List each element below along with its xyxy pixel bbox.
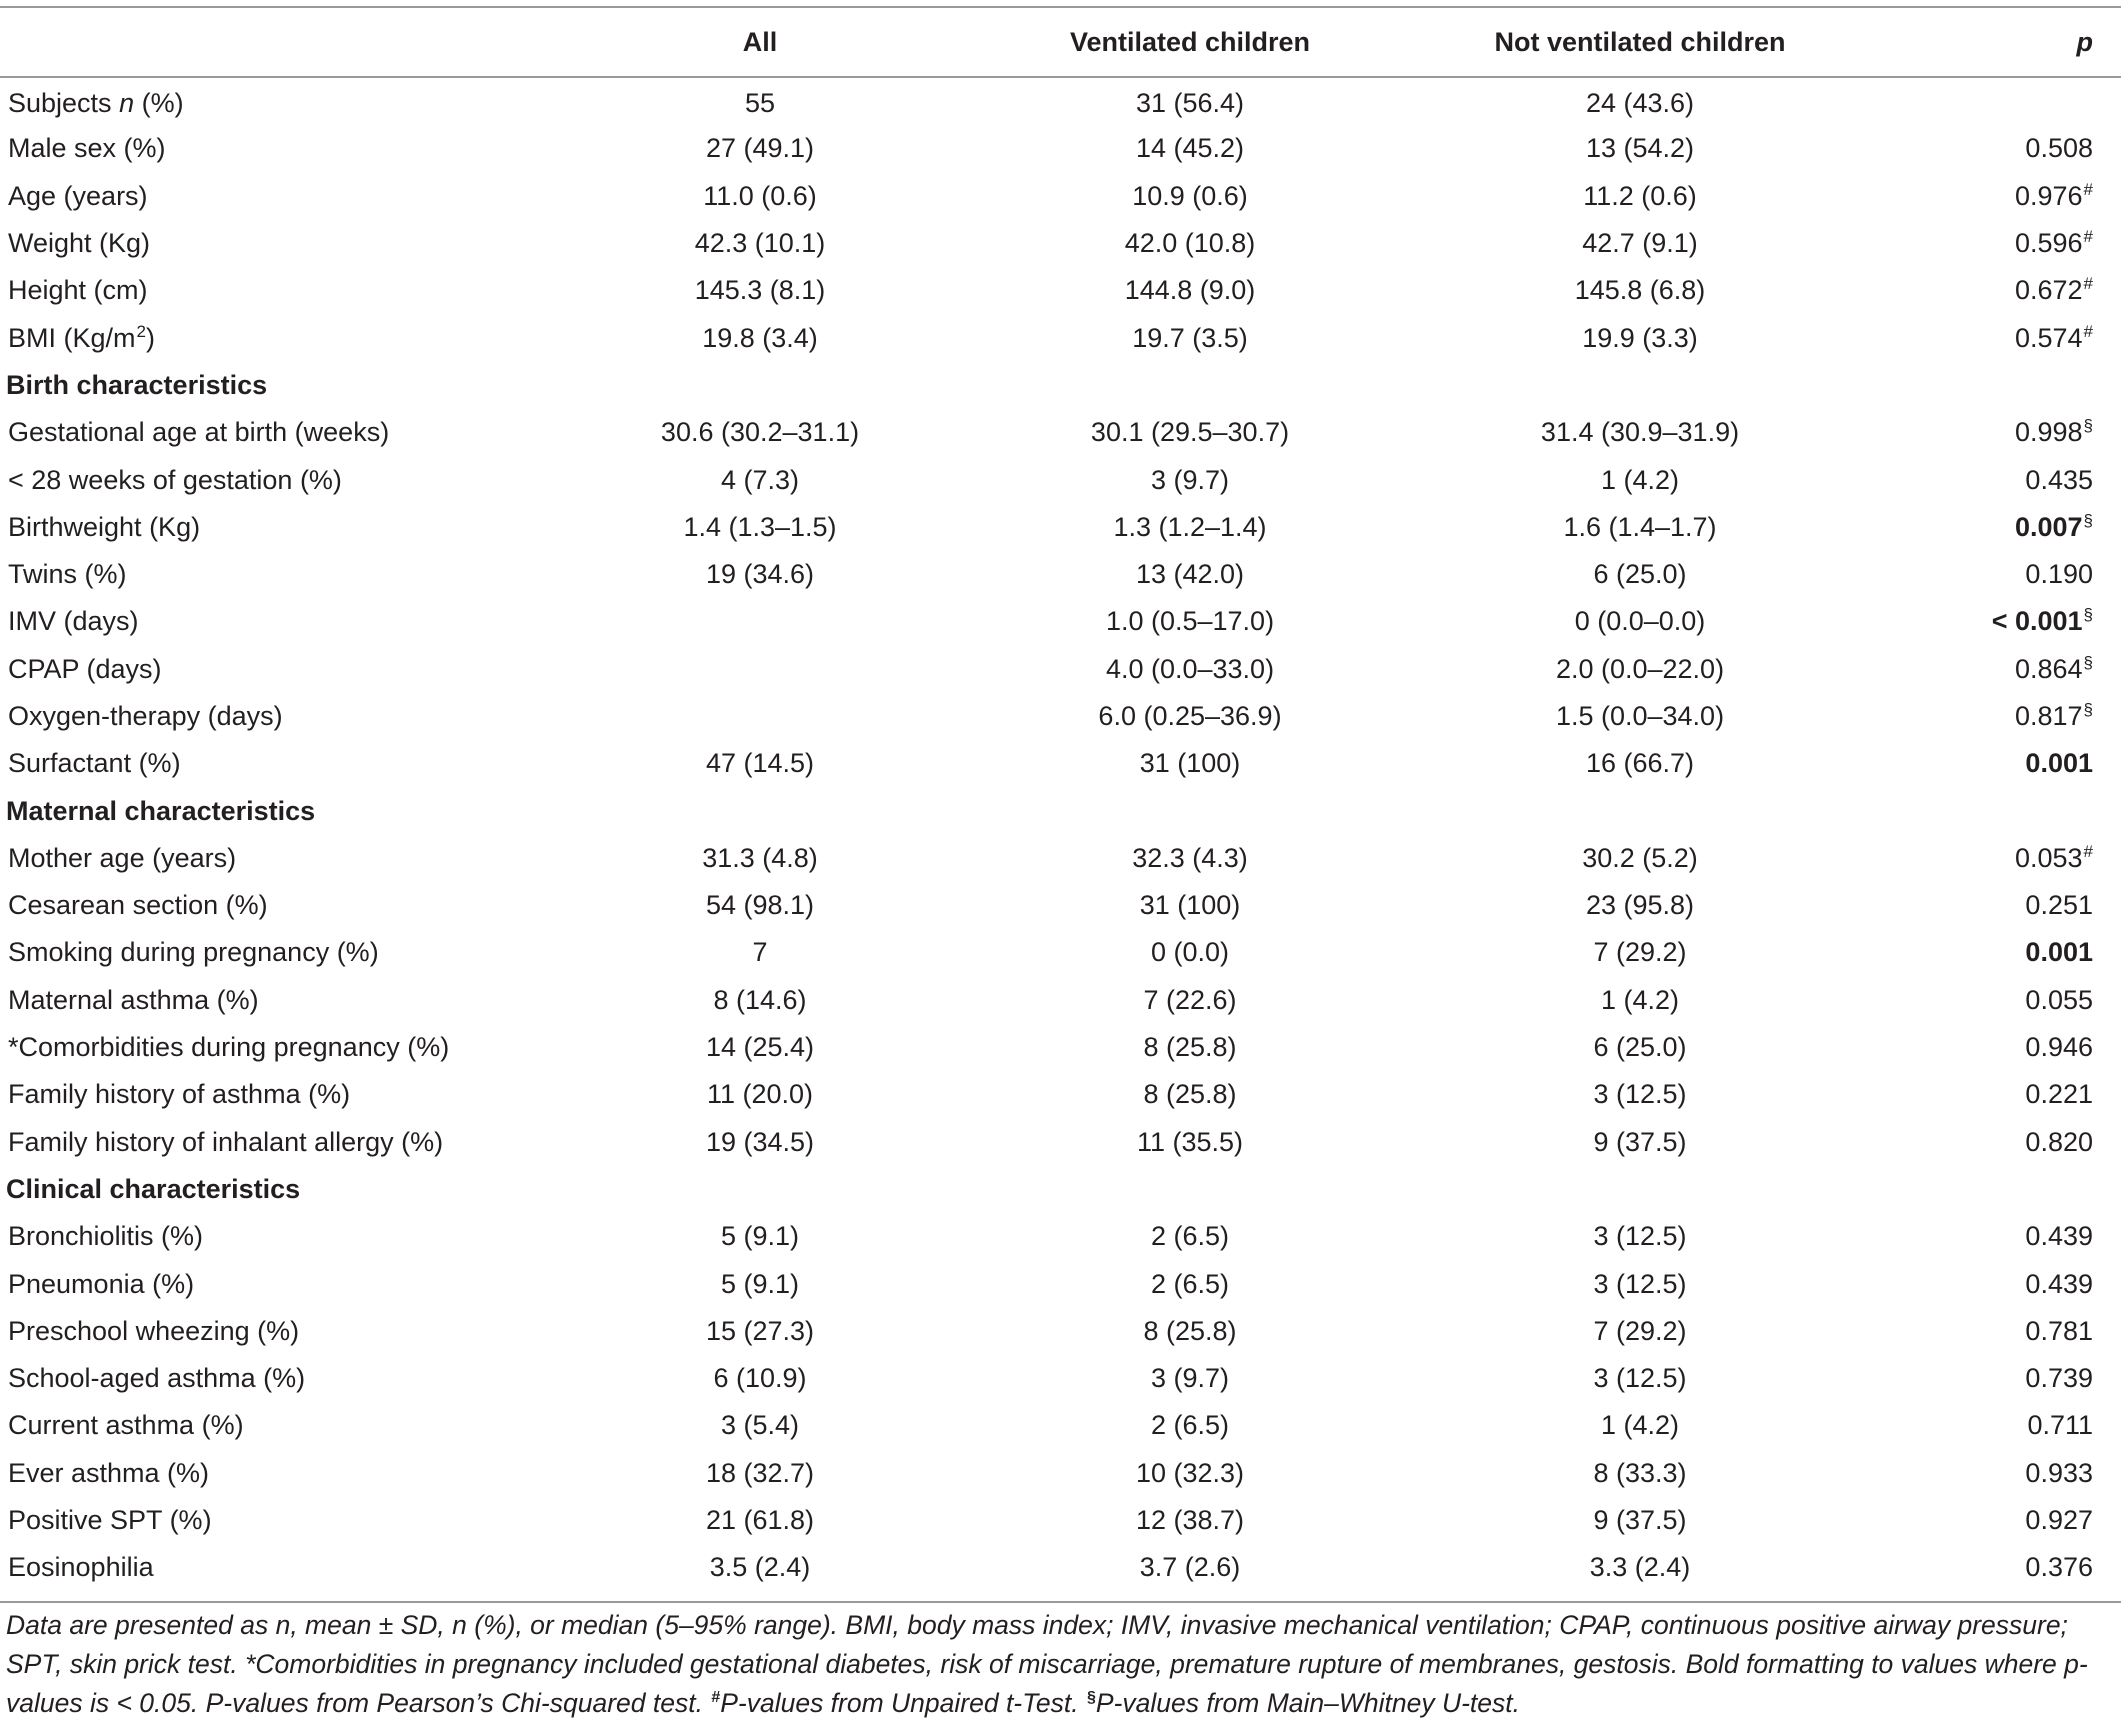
cell-p-value [1820,125,2121,172]
row-label-text: BMI (Kg/m [8,322,136,353]
cell-p-value [1820,1119,2121,1166]
row-label [0,740,600,787]
header-p-value: p [2076,26,2093,57]
cell-all: 27 (49.1) [705,133,815,164]
cell-ventilated: 144.8 (9.0) [1124,275,1256,306]
table-row [0,977,2121,1024]
cell-p-value [1820,1450,2121,1497]
row-label [0,1544,600,1591]
row-label [0,1260,600,1307]
cell-p-value [1820,551,2121,598]
cell-all: 19 (34.6) [705,559,815,590]
cell-all: 30.6 (30.2–31.1) [660,417,860,448]
row-label [0,977,600,1024]
row-label-text: Birthweight (Kg) [8,511,201,542]
p-value-superscript: § [2083,605,2093,625]
p-value-text: 0.190 [2025,559,2093,590]
row-label [0,1308,600,1355]
table-row [0,125,2121,172]
row-label-text: Preschool wheezing (%) [8,1315,300,1346]
cell-p-value [1820,646,2121,693]
row-label-tail: (%) [134,88,184,119]
cell-ventilated: 2 (6.5) [1150,1410,1230,1441]
cell-not-ventilated: 23 (95.8) [1585,890,1695,921]
cell-not-ventilated: 0 (0.0–0.0) [1574,606,1706,637]
section-header-row [0,1166,2121,1213]
table-row [0,882,2121,929]
row-label [0,220,600,267]
cell-p-value [1820,314,2121,361]
cell-not-ventilated: 24 (43.6) [1585,88,1695,119]
cell-not-ventilated: 30.2 (5.2) [1582,842,1698,873]
cell-all: 6 (10.9) [713,1363,807,1394]
cell-ventilated: 4.0 (0.0–33.0) [1105,653,1275,684]
cell-ventilated: 10 (32.3) [1135,1457,1245,1488]
p-value-text: 0.439 [2025,1221,2093,1252]
cell-ventilated: 31 (100) [1139,748,1241,779]
table-row [0,1402,2121,1449]
row-label [0,1024,600,1071]
row-label-tail: ) [145,322,155,353]
table-footnote [6,1606,2106,1723]
row-label [0,456,600,503]
row-label [0,693,600,740]
row-label [0,1355,600,1402]
cell-not-ventilated: 42.7 (9.1) [1582,228,1698,259]
cell-all: 19 (34.5) [705,1126,815,1157]
table-row [0,78,2121,125]
row-label-text: Positive SPT (%) [8,1505,212,1536]
p-value-text: 0.976 [2014,180,2083,211]
p-value-text: 0.672 [2014,275,2083,306]
cell-p-value [1820,220,2121,267]
table-body [0,78,2121,1592]
p-value-text: 0.998 [2014,417,2083,448]
cell-all: 145.3 (8.1) [694,275,826,306]
table-row [0,598,2121,645]
cell-all [600,693,920,740]
footnote-hash-marker: # [711,1689,721,1707]
cell-all: 15 (27.3) [705,1315,815,1346]
p-value-superscript: # [2083,321,2093,341]
cell-ventilated: 6.0 (0.25–36.9) [1098,701,1282,731]
row-label-text: Subjects [8,88,120,119]
table-row [0,835,2121,882]
p-value-text: 0.376 [2025,1552,2093,1583]
row-label-text: Family history of inhalant allergy (%) [8,1126,444,1157]
cell-not-ventilated: 3 (12.5) [1593,1079,1687,1110]
p-value-superscript: § [2083,700,2093,719]
row-label-superscript: 2 [136,321,146,341]
header-row [0,6,2121,78]
cell-not-ventilated: 11.2 (0.6) [1583,180,1697,211]
row-label-text: Ever asthma (%) [8,1457,210,1488]
header-all: All [742,26,778,57]
cell-not-ventilated: 9 (37.5) [1593,1126,1687,1157]
cell-not-ventilated: 1.6 (1.4–1.7) [1563,511,1717,542]
cell-all: 21 (61.8) [705,1505,815,1536]
p-value-text: 0.739 [2025,1363,2093,1394]
cell-ventilated: 42.0 (10.8) [1124,228,1256,259]
cell-all: 54 (98.1) [705,890,815,921]
p-value-text: 0.864 [2014,653,2083,684]
p-value-superscript: # [2083,179,2093,199]
row-label [0,409,600,456]
cell-not-ventilated: 19.9 (3.3) [1582,322,1698,353]
row-label-text: Gestational age at birth (weeks) [8,417,390,448]
row-label-text: *Comorbidities during pregnancy (%) [8,1032,450,1063]
cell-all: 47 (14.5) [705,748,815,779]
section-title: Birth characteristics [6,369,268,400]
row-label-text: Cesarean section (%) [8,890,268,921]
section-title: Maternal characteristics [6,795,316,826]
cell-p-value [1820,1544,2121,1591]
row-label-text: Eosinophilia [8,1552,154,1583]
cell-not-ventilated: 1.5 (0.0–34.0) [1555,701,1725,731]
row-label [0,882,600,929]
table-row [0,1024,2121,1071]
row-label [0,1450,600,1497]
cell-not-ventilated: 16 (66.7) [1585,748,1695,779]
cell-ventilated: 31 (56.4) [1135,88,1245,119]
row-label [0,267,600,314]
row-label-text: Height (cm) [8,275,148,306]
row-label-text: Weight (Kg) [8,228,151,259]
row-label [0,125,600,172]
table-row [0,173,2121,220]
table-row [0,646,2121,693]
section-header-row [0,787,2121,834]
row-label [0,551,600,598]
table-row [0,1260,2121,1307]
row-label [0,173,600,220]
row-label [0,314,600,361]
table-row [0,551,2121,598]
cell-all: 18 (32.7) [705,1457,815,1488]
cell-all [600,646,920,693]
cell-ventilated: 32.3 (4.3) [1132,842,1248,873]
cell-not-ventilated: 3.3 (2.4) [1589,1552,1691,1583]
p-value-superscript: # [2083,841,2093,861]
p-value-text: 0.946 [2025,1032,2093,1063]
p-value-superscript: § [2083,416,2093,436]
cell-p-value [1820,1024,2121,1071]
row-label-text: < 28 weeks of gestation (%) [8,464,342,495]
cell-ventilated: 31 (100) [1139,890,1241,921]
table-row [0,314,2121,361]
p-value-text: 0.001 [2025,748,2093,779]
row-label-text: Mother age (years) [8,842,237,873]
cell-ventilated: 8 (25.8) [1143,1032,1237,1063]
row-label [0,1213,600,1260]
table-row [0,1450,2121,1497]
table-row [0,693,2121,740]
table-row [0,1308,2121,1355]
cell-not-ventilated: 13 (54.2) [1585,133,1695,164]
cell-all: 1.4 (1.3–1.5) [683,511,837,542]
cell-not-ventilated: 7 (29.2) [1593,1315,1687,1346]
row-label-text: Age (years) [8,180,148,211]
row-label [0,78,600,125]
row-label-text: Surfactant (%) [8,748,181,779]
row-label [0,1402,600,1449]
cell-ventilated: 2 (6.5) [1150,1221,1230,1252]
p-value-superscript: # [2083,227,2093,247]
cell-ventilated: 13 (42.0) [1135,559,1245,590]
p-value-text: 0.927 [2025,1505,2093,1536]
header-not-ventilated: Not ventilated children [1494,26,1786,57]
p-value-text: 0.711 [2027,1410,2093,1441]
table-row [0,409,2121,456]
row-label [0,646,600,693]
section-title: Clinical characteristics [6,1173,301,1204]
p-value-superscript: # [2083,274,2093,294]
cell-p-value [1820,1213,2121,1260]
cell-ventilated: 11 (35.5) [1136,1126,1244,1157]
cell-p-value [1820,409,2121,456]
cell-p-value [1820,693,2121,740]
cell-p-value [1820,1355,2121,1402]
p-value-text: 0.053 [2014,842,2083,873]
cell-ventilated: 0 (0.0) [1150,937,1230,968]
footnote-section-text: P-values from Main–Whitney U-test. [1095,1688,1521,1718]
footnote-hash-text: P-values from Unpaired t-Test. [720,1688,1086,1718]
cell-all: 11 (20.0) [706,1079,814,1110]
cell-not-ventilated: 3 (12.5) [1593,1363,1687,1394]
section-header-row [0,362,2121,409]
p-value-text: 0.817 [2014,701,2083,731]
table-bottom-rule [0,1601,2121,1603]
row-label [0,835,600,882]
cell-all: 11.0 (0.6) [703,180,817,211]
row-label-text: CPAP (days) [8,653,162,684]
cell-p-value [1820,598,2121,645]
p-value-text: 0.508 [2025,133,2093,164]
row-label-text: Male sex (%) [8,133,166,164]
cell-not-ventilated: 9 (37.5) [1593,1505,1687,1536]
cell-all: 5 (9.1) [720,1221,800,1252]
p-value-text: 0.933 [2025,1457,2093,1488]
cell-not-ventilated: 2.0 (0.0–22.0) [1555,653,1725,684]
row-label [0,929,600,976]
cell-p-value [1820,929,2121,976]
cell-p-value [1820,456,2121,503]
p-value-text: < 0.001 [1991,606,2083,637]
table-row [0,1213,2121,1260]
table-row [0,456,2121,503]
cell-all: 3.5 (2.4) [709,1552,811,1583]
row-label-text: Maternal asthma (%) [8,984,259,1015]
p-value-text: 0.574 [2014,322,2083,353]
cell-p-value [1820,1402,2121,1449]
row-label-text: Family history of asthma (%) [8,1079,351,1110]
row-label-text: School-aged asthma (%) [8,1363,306,1394]
p-value-text: 0.439 [2025,1268,2093,1299]
cell-p-value [1820,1071,2121,1118]
cell-p-value [1820,173,2121,220]
row-label [0,1497,600,1544]
cell-ventilated: 8 (25.8) [1143,1079,1237,1110]
cell-not-ventilated: 1 (4.2) [1600,984,1680,1015]
cell-p-value [1820,1260,2121,1307]
cell-all: 19.8 (3.4) [702,322,818,353]
cell-all: 42.3 (10.1) [694,228,826,259]
cell-ventilated: 10.9 (0.6) [1132,180,1248,211]
cell-ventilated: 3.7 (2.6) [1139,1552,1241,1583]
table-row [0,1071,2121,1118]
cell-all: 7 [752,937,768,968]
cell-p-value [1820,78,2121,125]
cell-p-value [1820,740,2121,787]
cell-not-ventilated: 3 (12.5) [1593,1268,1687,1299]
cell-p-value [1820,267,2121,314]
table-row [0,1119,2121,1166]
cell-all: 31.3 (4.8) [702,842,818,873]
cell-ventilated: 19.7 (3.5) [1132,322,1248,353]
row-label-text: Current asthma (%) [8,1410,244,1441]
cell-not-ventilated: 31.4 (30.9–31.9) [1540,417,1740,448]
header-ventilated: Ventilated children [1069,26,1311,57]
row-label [0,598,600,645]
table-row [0,1355,2121,1402]
characteristics-table [0,6,2121,1592]
table-row [0,267,2121,314]
cell-not-ventilated: 6 (25.0) [1593,559,1687,590]
cell-ventilated: 12 (38.7) [1135,1505,1245,1536]
p-value-text: 0.007 [2014,511,2083,542]
row-label-text: Oxygen-therapy (days) [8,701,283,731]
cell-ventilated: 7 (22.6) [1143,984,1237,1015]
row-label-text: Pneumonia (%) [8,1268,195,1299]
p-value-text: 0.221 [2025,1079,2093,1110]
p-value-text: 0.001 [2025,937,2093,968]
footnote-section-marker: § [1086,1689,1096,1707]
cell-not-ventilated: 145.8 (6.8) [1574,275,1706,306]
table-row [0,1497,2121,1544]
cell-ventilated: 3 (9.7) [1150,464,1230,495]
cell-p-value [1820,1497,2121,1544]
p-value-superscript: § [2083,510,2093,530]
table-row [0,220,2121,267]
cell-not-ventilated: 8 (33.3) [1593,1457,1687,1488]
cell-p-value [1820,882,2121,929]
row-label-italic: n [119,88,135,119]
table-row [0,1544,2121,1591]
row-label-text: Bronchiolitis (%) [8,1221,204,1252]
p-value-text: 0.435 [2025,464,2093,495]
table-row [0,929,2121,976]
row-label [0,504,600,551]
p-value-text: 0.055 [2025,984,2093,1015]
cell-all: 14 (25.4) [705,1032,815,1063]
cell-ventilated: 2 (6.5) [1150,1268,1230,1299]
row-label [0,1119,600,1166]
row-label-text: Smoking during pregnancy (%) [8,937,379,968]
cell-ventilated: 1.3 (1.2–1.4) [1113,511,1267,542]
p-value-text: 0.596 [2014,228,2083,259]
table-row [0,740,2121,787]
cell-all: 3 (5.4) [720,1410,800,1441]
cell-ventilated: 30.1 (29.5–30.7) [1090,417,1290,448]
cell-not-ventilated: 6 (25.0) [1593,1032,1687,1063]
p-value-text: 0.820 [2025,1126,2093,1157]
table-header [0,6,2121,78]
cell-ventilated: 3 (9.7) [1150,1363,1230,1394]
cell-all: 8 (14.6) [713,984,807,1015]
cell-not-ventilated: 1 (4.2) [1600,1410,1680,1441]
row-label [0,1071,600,1118]
cell-not-ventilated: 7 (29.2) [1593,937,1687,968]
p-value-superscript: § [2083,652,2093,672]
table-row [0,504,2121,551]
cell-p-value [1820,835,2121,882]
cell-all: 4 (7.3) [720,464,800,495]
cell-not-ventilated: 1 (4.2) [1600,464,1680,495]
cell-ventilated: 8 (25.8) [1143,1315,1237,1346]
cell-p-value [1820,504,2121,551]
cell-not-ventilated: 3 (12.5) [1593,1221,1687,1252]
header-label [0,6,600,78]
p-value-text: 0.251 [2025,890,2093,921]
cell-all: 55 [744,88,776,119]
cell-ventilated: 1.0 (0.5–17.0) [1105,606,1275,637]
row-label-text: Twins (%) [8,559,127,590]
cell-ventilated: 14 (45.2) [1135,133,1245,164]
cell-p-value [1820,977,2121,1024]
cell-all: 5 (9.1) [720,1268,800,1299]
row-label-text: IMV (days) [8,606,139,637]
footnote-main: Data are presented as n, mean ± SD, n (%), or median (5–95% range). BMI, body mass index; IMV, invasive mechanical ventilation; CPAP, continuous positive airway pressure; SPT, skin prick test. *Comorbidities in pregnancy included gestational diabetes, risk of miscarriage, premature rupture of membranes, gestosis. Bold formatting to values where p-values is < 0.05. P-values from Pearson’s Chi-squared test. [6,1610,2088,1718]
cell-all [600,598,920,645]
p-value-text: 0.781 [2025,1315,2093,1346]
cell-p-value [1820,1308,2121,1355]
